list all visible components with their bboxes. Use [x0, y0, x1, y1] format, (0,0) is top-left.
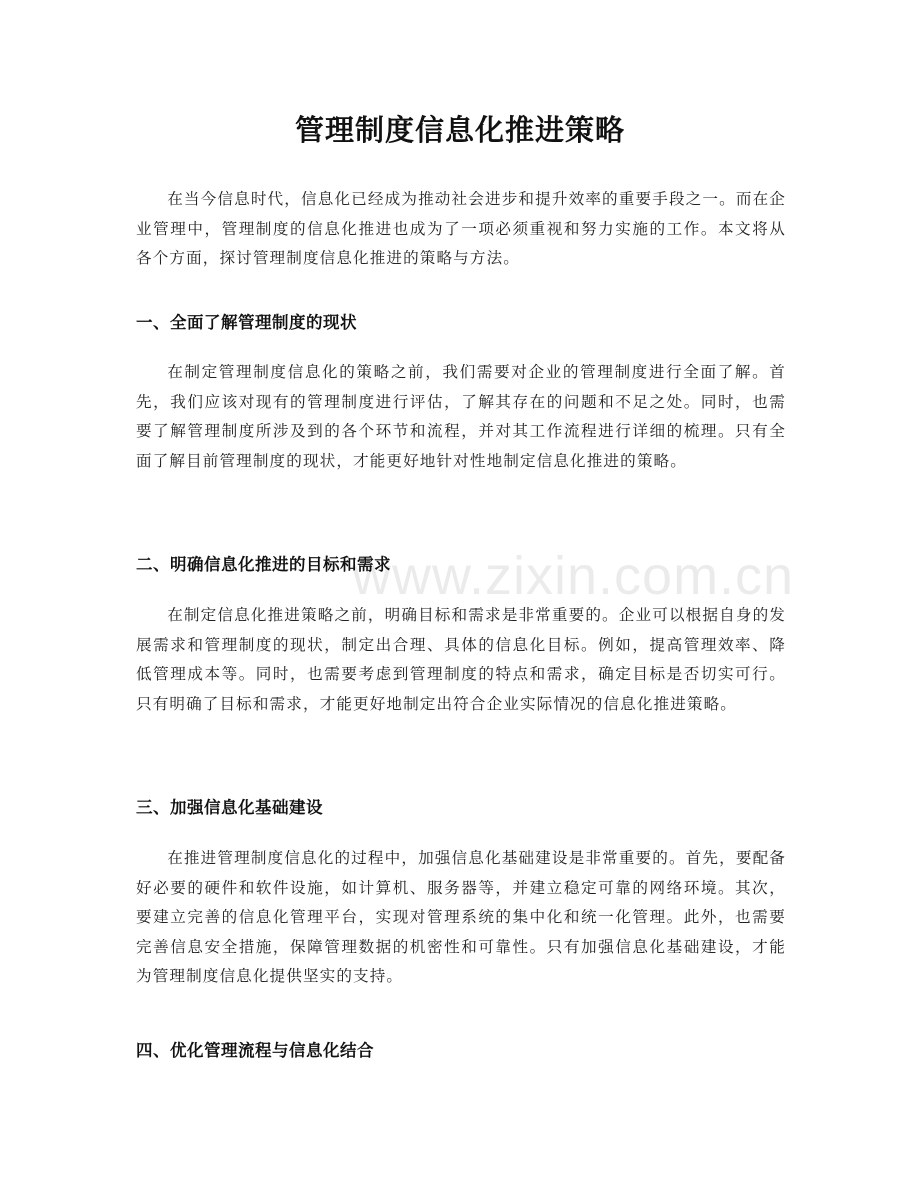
watermark: www.zixin.com.cn [352, 546, 795, 606]
section-body-3: 在推进管理制度信息化的过程中，加强信息化基础建设是非常重要的。首先，要配备好必要的硬件和软件设施，如计算机、服务器等，并建立稳定可靠的网络环境。其次，要建立完善的信息化管理平台，实现对管理系统的集中化和统一化管理。此外，也需要完善信息安全措施，保障管理数据的机密性和可靠性。只有加强信息化基础建设，才能为管理制度信息化提供坚实的支持。 [136, 849, 786, 986]
section-body-2: 在制定信息化推进策略之前，明确目标和需求是非常重要的。企业可以根据自身的发展需求和管理制度的现状，制定出合理、具体的信息化目标。例如，提高管理效率、降低管理成本等。同时，也需要考虑到管理制度的特点和需求，确定目标是否切实可行。只有明确了目标和需求，才能更好地制定出符合企业实际情况的信息化推进策略。 [136, 606, 786, 713]
section-body-1: 在制定管理制度信息化的策略之前，我们需要对企业的管理制度进行全面了解。首先，我们应该对现有的管理制度进行评估，了解其存在的问题和不足之处。同时，也需要了解管理制度所涉及到的各个环节和流程，并对其工作流程进行详细的梳理。只有全面了解目前管理制度的现状，才能更好地针对性地制定信息化推进的策略。 [136, 363, 786, 470]
section-heading-4: 四、优化管理流程与信息化结合 [136, 1041, 374, 1060]
document-title: 管理制度信息化推进策略 [294, 113, 625, 147]
section-heading-1: 一、全面了解管理制度的现状 [136, 313, 357, 332]
section-heading-2: 二、明确信息化推进的目标和需求 [136, 555, 391, 574]
intro-paragraph: 在当今信息时代，信息化已经成为推动社会进步和提升效率的重要手段之一。而在企业管理中，管理制度的信息化推进也成为了一项必须重视和努力实施的工作。本文将从各个方面，探讨管理制度信息化推进的策略与方法。 [136, 190, 786, 268]
section-heading-3: 三、加强信息化基础建设 [136, 798, 323, 817]
